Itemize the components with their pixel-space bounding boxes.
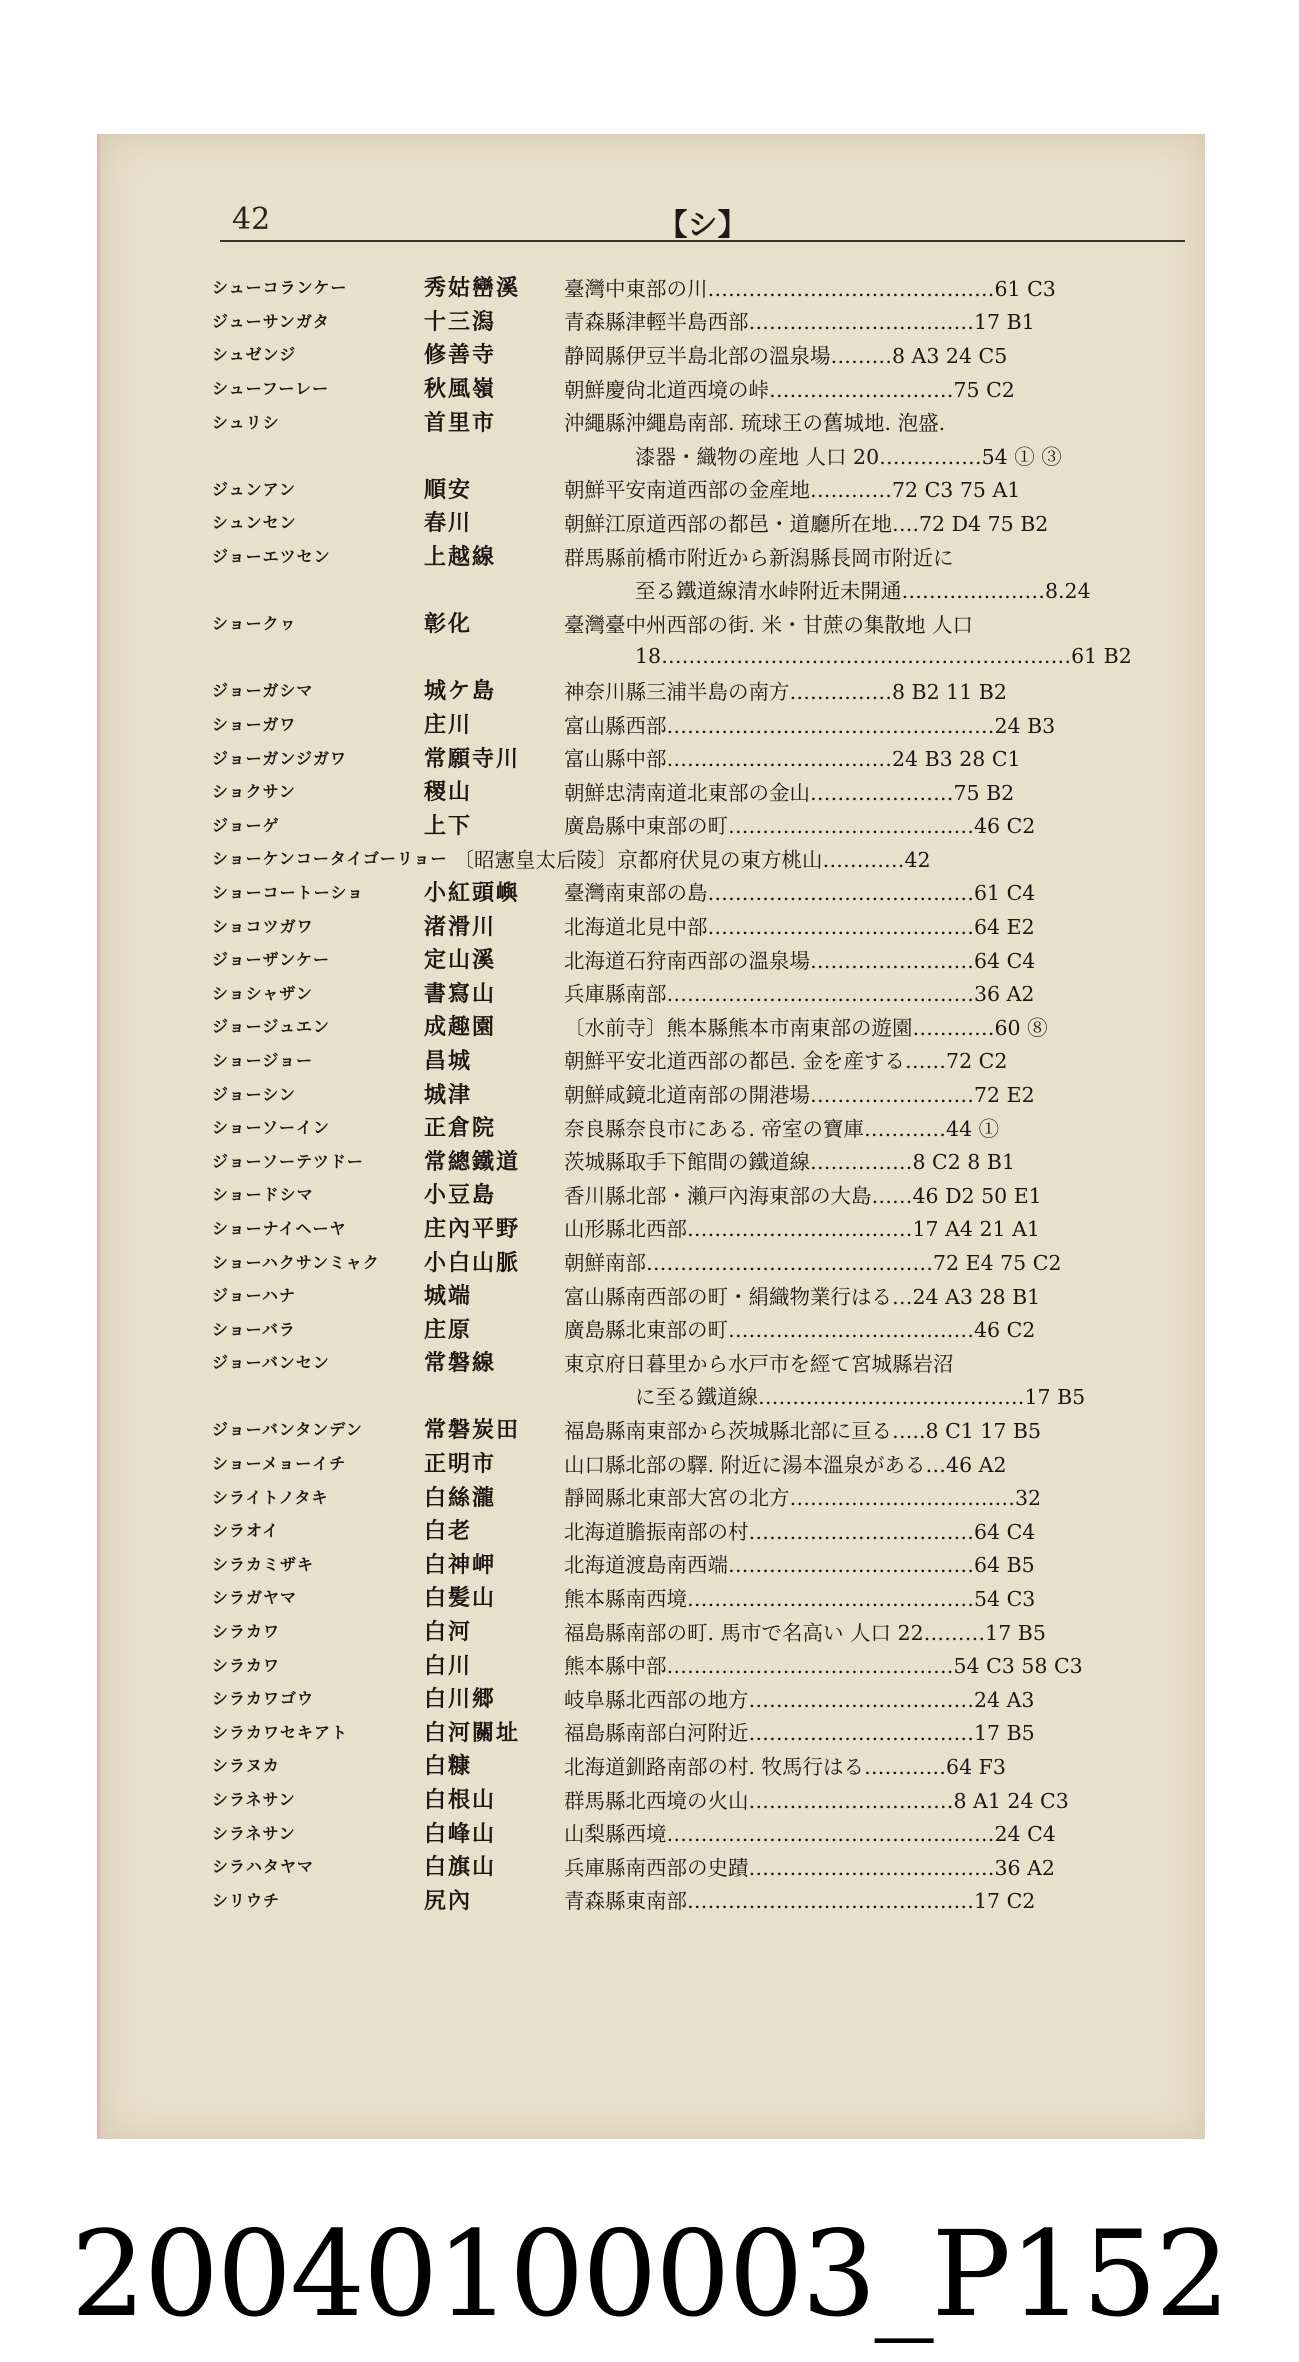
entry-kanji: 十三潟 [424, 308, 497, 335]
entry-desc: 廣島縣北東部の町………………………………46 C2 [564, 1318, 1036, 1343]
entry-row [212, 1849, 1197, 1883]
entry-desc: 兵庫縣南部………………………………………36 A2 [564, 982, 1035, 1007]
entry-kana: ショクサン [212, 782, 296, 802]
entry-kana: シラハタヤマ [212, 1857, 315, 1877]
entry-kana: ショーコートーショ [212, 882, 365, 902]
entry-row [212, 1647, 1197, 1681]
entry-desc: 福島縣南部白河附近……………………………17 B5 [564, 1721, 1035, 1746]
entry-kanji: 小豆島 [424, 1182, 497, 1209]
entry-kanji: 白老 [424, 1518, 473, 1545]
entry-kana: シラガヤマ [212, 1588, 298, 1608]
entry-kana: ジョーハナ [212, 1286, 296, 1306]
entry-kana: ジョーシン [212, 1084, 296, 1104]
entry-kana: ジョーバンタンデン [212, 1420, 363, 1440]
entry-row [212, 1614, 1197, 1648]
entry-desc: 廣島縣中東部の町………………………………46 C2 [564, 814, 1036, 839]
entry-row [212, 841, 1197, 875]
entry-kanji: 小白山脈 [424, 1249, 521, 1276]
entry-desc: 朝鮮南部……………………………………72 E4 75 C2 [564, 1251, 1062, 1276]
entry-kana: シラカワゴウ [212, 1689, 315, 1709]
entry-row [212, 505, 1197, 539]
entry-kanji: 正倉院 [424, 1115, 497, 1142]
entry-row [212, 1211, 1197, 1245]
entry-kanji: 上下 [424, 812, 473, 839]
entry-kanji: 白絲瀧 [424, 1484, 497, 1511]
entry-kana: シュンセン [212, 513, 297, 533]
entry-kanji: 成趣園 [424, 1014, 497, 1041]
entry-desc: 東京府日暮里から水戸市を經て宮城縣岩沼 [564, 1351, 954, 1376]
entry-row [212, 1043, 1197, 1077]
entry-row [212, 438, 1197, 472]
entry-desc: に至る鐵道線…………………………………17 B5 [635, 1385, 1086, 1410]
entry-desc: 奈良縣奈良市にある. 帝室の寶庫…………44 ① [564, 1116, 1000, 1141]
entry-kana: ショーハクサンミャク [212, 1252, 380, 1272]
entry-desc: 熊本縣中部……………………………………54 C3 58 C3 [564, 1654, 1083, 1679]
entry-row [212, 1815, 1197, 1849]
entry-row [212, 1547, 1197, 1581]
page-header [220, 196, 1185, 242]
entry-kanji: 修善寺 [424, 342, 497, 369]
image-caption: 20040100003_P152 [70, 2205, 1229, 2343]
entry-kana: シラヌカ [212, 1756, 280, 1776]
entry-row [212, 304, 1197, 338]
entry-desc: 群馬縣前橋市附近から新潟縣長岡市附近に [564, 545, 954, 570]
entry-row [212, 774, 1197, 808]
entry-kana: シュリシ [212, 412, 280, 432]
entry-row [212, 1479, 1197, 1513]
entry-kanji: 白川郷 [424, 1686, 497, 1713]
page-number: 42 [232, 202, 271, 237]
entry-kana: ショーナイヘーヤ [212, 1218, 347, 1238]
entry-kanji: 尻內 [424, 1887, 473, 1914]
entry-row [212, 1883, 1197, 1917]
entry-kana: シラカワ [212, 1655, 281, 1675]
entry-desc: 朝鮮咸鏡北道南部の開港場……………………72 E2 [564, 1083, 1035, 1108]
entry-row [212, 1580, 1197, 1614]
entry-row [212, 740, 1197, 774]
entry-kana: ジョージュエン [212, 1017, 331, 1037]
entry-kanji: 秋風嶺 [424, 376, 497, 403]
entry-row [212, 404, 1197, 438]
entry-row [212, 606, 1197, 640]
entry-kana: ショーメョーイチ [212, 1454, 347, 1474]
entry-row [212, 1412, 1197, 1446]
gazetteer-entries [212, 270, 1197, 1916]
entry-kanji: 白河 [424, 1619, 473, 1646]
entry-desc: 北海道膽振南部の村……………………………64 C4 [564, 1519, 1036, 1544]
entry-kanji: 上越線 [424, 544, 497, 571]
entry-kanji: 書寫山 [424, 980, 497, 1007]
entry-row [212, 572, 1197, 606]
entry-kana: ジュンアン [212, 479, 297, 499]
entry-row [212, 707, 1197, 741]
entry-kanji: 小紅頭嶼 [424, 879, 521, 906]
entry-desc: 山梨縣西境…………………………………………24 C4 [564, 1822, 1056, 1847]
entry-kana: シラオイ [212, 1521, 280, 1541]
entry-row [212, 975, 1197, 1009]
entry-kanji: 白糠 [424, 1753, 473, 1780]
entry-row [212, 1681, 1197, 1715]
entry-kanji: 昌城 [424, 1047, 473, 1074]
entry-kana: ショージョー [212, 1050, 314, 1070]
entry-desc: 茨城縣取手下館間の鐵道線……………8 C2 8 B1 [564, 1150, 1015, 1175]
entry-desc: 沖繩縣沖繩島南部. 琉球王の舊城地. 泡盛. [564, 411, 946, 436]
entry-kanji: 常磐炭田 [424, 1417, 521, 1444]
entry-desc: 岐阜縣北西部の地方……………………………24 A3 [564, 1687, 1035, 1712]
entry-kanji: 城ケ島 [424, 678, 497, 705]
entry-row [212, 1345, 1197, 1379]
entry-row [212, 1177, 1197, 1211]
entry-desc: 北海道北見中部…………………………………64 E2 [564, 915, 1035, 940]
entry-desc: 朝鮮慶尙北道西境の峠………………………75 C2 [564, 377, 1015, 402]
entry-row [212, 1009, 1197, 1043]
entry-desc: 福島縣南部の町. 馬市で名高い 人口 22………17 B5 [564, 1620, 1046, 1645]
entry-row [212, 1782, 1197, 1816]
entry-kanji: 庄川 [424, 712, 473, 739]
entry-kanji: 正明市 [424, 1451, 497, 1478]
entry-row [212, 673, 1197, 707]
entry-desc: 富山縣西部…………………………………………24 B3 [564, 713, 1056, 738]
entry-desc: 富山縣中部……………………………24 B3 28 C1 [564, 747, 1021, 772]
entry-row [212, 1110, 1197, 1144]
entry-kanji: 順安 [424, 476, 473, 503]
entry-kana: シライトノタキ [212, 1487, 329, 1507]
entry-kanji: 城津 [424, 1081, 473, 1108]
entry-kanji: 秀姑巒溪 [424, 275, 521, 302]
entry-kana: ジョーゲ [212, 815, 280, 835]
entry-row [212, 1446, 1197, 1480]
entry-kana: シューフーレー [212, 379, 330, 399]
entry-desc: 漆器・織物の産地 人口 20……………54 ① ③ [635, 444, 1062, 469]
entry-kanji: 定山溪 [424, 947, 497, 974]
entry-desc: 富山縣南西部の町・絹織物業行はる…24 A3 28 B1 [564, 1284, 1041, 1309]
entry-row [212, 270, 1197, 304]
entry-kanji: 白峰山 [424, 1820, 497, 1847]
entry-kanji: 白根山 [424, 1787, 497, 1814]
entry-kana: ジョーガシマ [212, 681, 314, 701]
entry-kanji: 常總鐵道 [424, 1148, 521, 1175]
entry-desc: 〔昭憲皇太后陵〕京都府伏見の東方桃山…………42 [453, 847, 931, 872]
entry-kana: ショークヮ [212, 614, 297, 634]
entry-row [212, 875, 1197, 909]
entry-kana: ジューサンガタ [212, 311, 330, 331]
entry-kanji: 白髪山 [424, 1585, 497, 1612]
entry-desc: 香川縣北部・瀨戸內海東部の大島……46 D2 50 E1 [564, 1183, 1042, 1208]
entry-kana: ショードシマ [212, 1185, 314, 1205]
entry-kana: シュゼンジ [212, 345, 297, 365]
entry-kana: ジョーガンジガワ [212, 748, 347, 768]
entry-row [212, 1311, 1197, 1345]
entry-desc: 山口縣北部の驛. 附近に湯本溫泉がある…46 A2 [564, 1452, 1007, 1477]
entry-desc: 朝鮮平安南道西部の金産地…………72 C3 75 A1 [564, 478, 1021, 503]
entry-desc: 北海道釧路南部の村. 牧馬行はる…………64 F3 [564, 1754, 1006, 1779]
entry-row [212, 942, 1197, 976]
entry-kanji: 常磐線 [424, 1350, 497, 1377]
entry-kana: ショシャザン [212, 983, 314, 1003]
entry-row [212, 1278, 1197, 1312]
entry-kanji: 庄原 [424, 1316, 473, 1343]
entry-desc: 朝鮮平安北道西部の都邑. 金を産する……72 C2 [564, 1049, 1008, 1074]
entry-kana: シラカミザキ [212, 1554, 315, 1574]
entry-desc: 北海道石狩南西部の溫泉場……………………64 C4 [564, 948, 1036, 973]
entry-kanji: 庄內平野 [424, 1215, 521, 1242]
entry-desc: 朝鮮忠淸南道北東部の金山…………………75 B2 [564, 780, 1015, 805]
entry-row [212, 1143, 1197, 1177]
entry-row [212, 1748, 1197, 1782]
entry-kanji: 春川 [424, 510, 473, 537]
entry-kana: ジョーソーテツドー [212, 1151, 364, 1171]
entry-row [212, 908, 1197, 942]
entry-desc: 熊本縣南西境……………………………………54 C3 [564, 1586, 1036, 1611]
entry-desc: 至る鐵道線清水峠附近未開通…………………8.24 [635, 579, 1091, 604]
entry-desc: 〔水前寺〕熊本縣熊本市南東部の遊園…………60 ⑧ [564, 1015, 1048, 1040]
entry-kana: ショーケンコータイゴーリョー [212, 849, 448, 869]
entry-kanji: 白川 [424, 1652, 473, 1679]
entry-row [212, 337, 1197, 371]
entry-row [212, 1244, 1197, 1278]
entry-kana: シラカワセキアト [212, 1722, 349, 1742]
entry-kana: シューコランケー [212, 278, 348, 298]
entry-desc: 福島縣南東部から茨城縣北部に亘る…..8 C1 17 B5 [564, 1418, 1042, 1443]
entry-desc: 臺灣南東部の島…………………………………61 C4 [564, 881, 1036, 906]
entry-row [212, 1379, 1197, 1413]
entry-desc: 青森縣津輕半島西部……………………………17 B1 [564, 310, 1035, 335]
entry-desc: 群馬縣北西境の火山…………………………8 A1 24 C3 [564, 1788, 1069, 1813]
entry-kana: ショーガワ [212, 715, 297, 735]
entry-row [212, 1076, 1197, 1110]
entry-row [212, 808, 1197, 842]
entry-kana: ショーソーイン [212, 1118, 331, 1138]
entry-desc: 朝鮮江原道西部の都邑・道廳所在地….72 D4 75 B2 [564, 511, 1049, 536]
entry-kana: ショコツガワ [212, 916, 314, 936]
entry-kanji: 渚滑川 [424, 913, 497, 940]
entry-desc: 靜岡縣北東部大宮の北方……………………………32 [564, 1486, 1042, 1511]
entry-desc: 北海道渡島南西端………………………………64 B5 [564, 1553, 1035, 1578]
entry-row [212, 640, 1197, 674]
entry-kanji: 稷山 [424, 779, 473, 806]
entry-desc: 臺灣臺中州西部の街. 米・甘蔗の集散地 人口 [564, 612, 974, 637]
book-page [97, 134, 1205, 2139]
entry-kana: ジョーザンケー [212, 950, 331, 970]
entry-kana: シラカワ [212, 1622, 281, 1642]
entry-desc: 山形縣北西部……………………………17 A4 21 A1 [564, 1217, 1040, 1242]
entry-kana: シラネサン [212, 1823, 296, 1843]
entry-kanji: 城端 [424, 1283, 473, 1310]
entry-row [212, 472, 1197, 506]
entry-row [212, 371, 1197, 405]
entry-kana: ジョーエツセン [212, 547, 331, 567]
entry-kana: シラネサン [212, 1790, 296, 1810]
entry-desc: 神奈川縣三浦半島の南方……………8 B2 11 B2 [564, 679, 1007, 704]
entry-kanji: 首里市 [424, 409, 497, 436]
entry-row [212, 1513, 1197, 1547]
entry-kanji: 白神岬 [424, 1551, 497, 1578]
entry-kanji: 白河關址 [424, 1719, 521, 1746]
entry-row [212, 539, 1197, 573]
entry-desc: 静岡縣伊豆半島北部の溫泉場………8 A3 24 C5 [564, 343, 1008, 368]
entry-kana: ショーバラ [212, 1319, 296, 1339]
section-heading: 【シ】 [657, 208, 748, 243]
entry-desc: 兵庫縣南西部の史蹟………………………………36 A2 [564, 1855, 1055, 1880]
entry-kana: シリウチ [212, 1890, 281, 1910]
entry-desc: 18……………………………………………………61 B2 [635, 644, 1132, 669]
entry-kanji: 常願寺川 [424, 745, 521, 772]
entry-desc: 青森縣東南部……………………………………17 C2 [564, 1889, 1036, 1914]
entry-kana: ジョーバンセン [212, 1353, 330, 1373]
entry-kanji: 白旗山 [424, 1854, 497, 1881]
entry-kanji: 彰化 [424, 611, 473, 638]
entry-desc: 臺灣中東部の川……………………………………61 C3 [564, 276, 1056, 301]
entry-row [212, 1715, 1197, 1749]
